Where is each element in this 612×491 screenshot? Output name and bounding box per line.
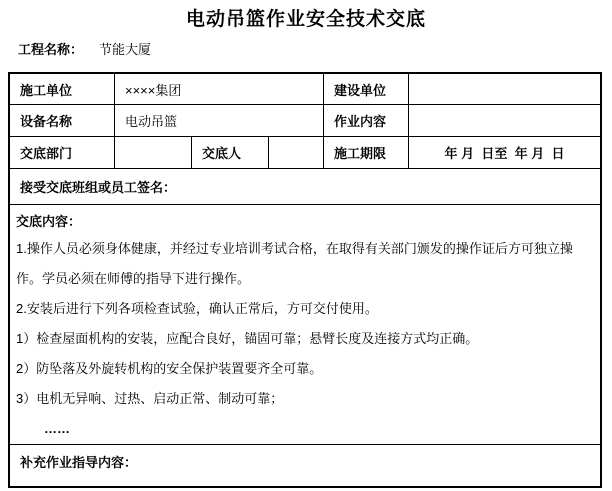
disclosure-dept-label: 交底部门 [10, 137, 115, 168]
construction-period-label: 施工期限 [324, 137, 409, 168]
table-row [10, 74, 600, 105]
work-content-value-field[interactable] [409, 105, 600, 136]
owner-unit-label: 建设单位 [324, 74, 409, 104]
disclosure-content-heading: 交底内容： [16, 214, 82, 229]
owner-unit-value-field[interactable] [409, 74, 600, 104]
content-line-5: 2）防坠落及外旋转机构的安全保护装置要齐全可靠。 [16, 361, 323, 376]
discloser-label: 交底人 [192, 137, 269, 168]
construction-period-value[interactable]: 年 月 日至 年 月 日 [444, 146, 565, 161]
disclosure-dept-value-field[interactable] [115, 137, 192, 168]
signature-area-label[interactable]: 接受交底班组或员工签名： [20, 180, 177, 195]
equipment-name-value: 电动吊篮 [115, 105, 324, 136]
disclosure-form-table [8, 72, 602, 488]
content-line-3: 2.安装后进行下列各项检查试验，确认正常后，方可交付使用。 [16, 301, 378, 316]
page-title: 电动吊篮作业安全技术交底 [185, 9, 426, 30]
construction-unit-label: 施工单位 [10, 74, 115, 104]
table-row [10, 137, 600, 169]
content-line-1: 1.操作人员必须身体健康，并经过专业培训考试合格，在取得有关部门颁发的操作证后方可独立操 [16, 241, 573, 256]
table-row [10, 205, 600, 445]
project-name-label: 工程名称： [18, 42, 84, 57]
construction-unit-value: ××××集团 [115, 74, 324, 104]
supplement-heading[interactable]: 补充作业指导内容： [20, 455, 138, 470]
content-line-ellipsis: …… [44, 421, 70, 436]
content-line-6: 3）电机无异响、过热、启动正常、制动可靠； [16, 391, 284, 406]
content-line-4: 1）检查屋面机构的安装，应配合良好，锚固可靠；悬臂长度及连接方式均正确。 [16, 331, 479, 346]
disclosure-content-cell [10, 205, 600, 444]
content-line-2: 作。学员必须在师傅的指导下进行操作。 [16, 271, 251, 286]
work-content-label: 作业内容 [324, 105, 409, 136]
equipment-name-label: 设备名称 [10, 105, 115, 136]
table-row [10, 105, 600, 137]
project-name-value: 节能大厦 [99, 42, 152, 57]
discloser-value-field[interactable] [269, 137, 324, 168]
project-name-line [18, 39, 151, 58]
table-row [10, 445, 600, 486]
table-row [10, 169, 600, 205]
